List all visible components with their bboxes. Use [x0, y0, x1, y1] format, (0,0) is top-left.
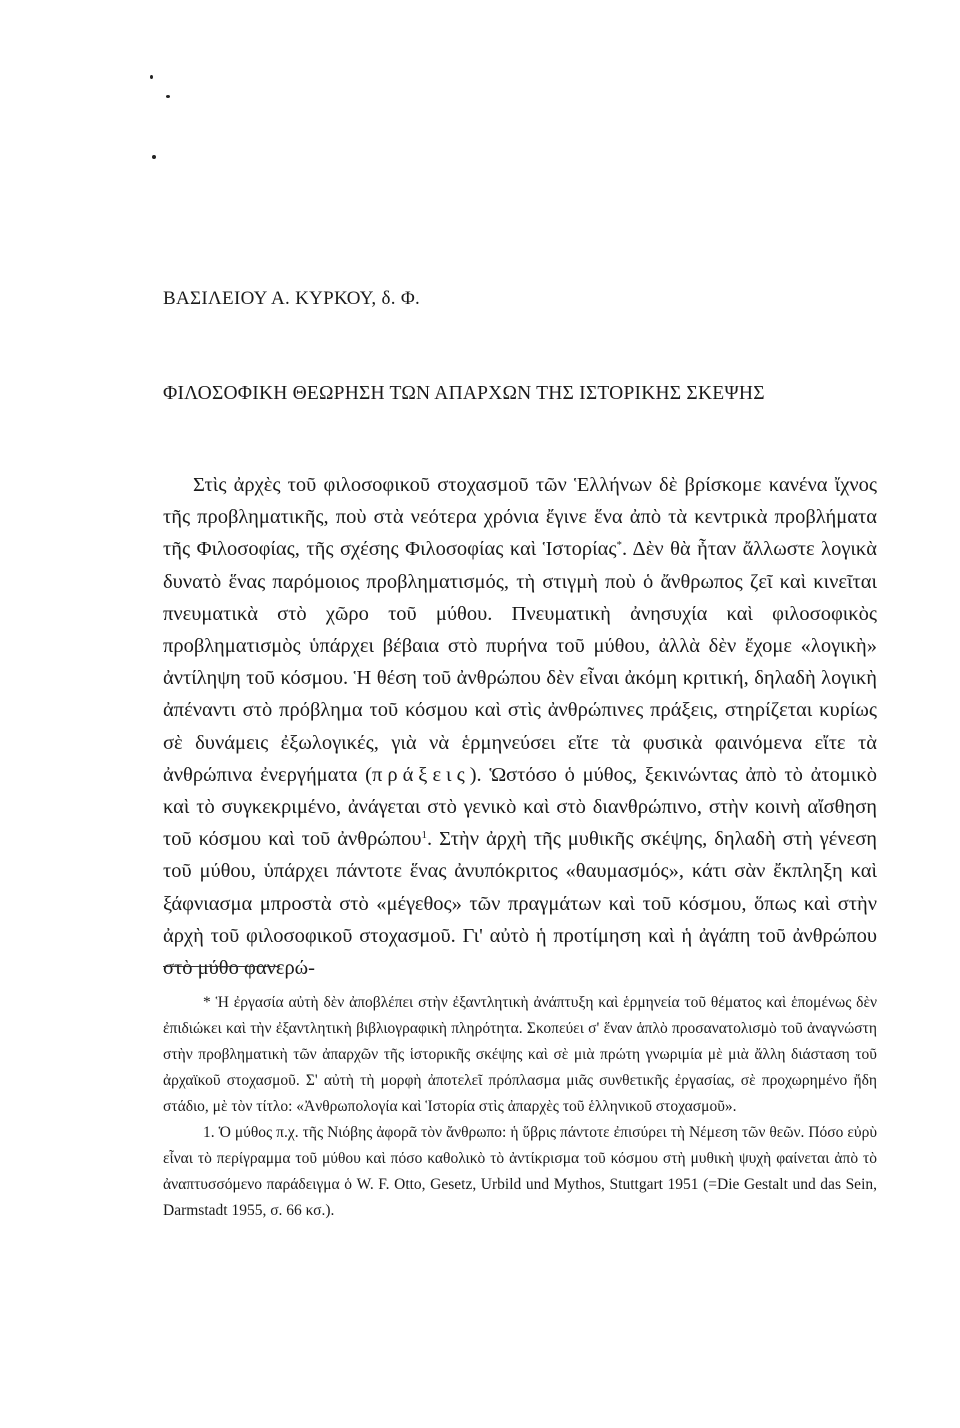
body-text-part-1: Στὶς ἀρχὲς τοῦ φιλοσοφικοῦ στοχασμοῦ τῶν Ἑλλήνων δὲ βρίσκομε κανένα ἴχνος τῆς προβληματικῆς, ποὺ στὰ νεότερα χρόνια ἔγινε ἕνα ἀπὸ τὰ κεντρικὰ προβλήματα τῆς Φιλοσοφίας, τῆς σχέσης Φιλοσοφίας καὶ Ἱστορίας: [163, 474, 877, 561]
scan-speck: [166, 95, 170, 98]
article-title: ΦΙΛΟΣΟΦΙΚΗ ΘΕΩΡΗΣΗ ΤΩΝ ΑΠΑΡΧΩΝ ΤΗΣ ΙΣΤΟΡΙΚΗΣ ΣΚΕΨΗΣ: [163, 383, 765, 404]
body-text-part-3: ). Ὡστόσο ὁ μύθος, ξεκινώντας ἀπὸ τὸ ἀτομικὸ καὶ τὸ συγκεκριμένο, ἀνάγεται στὸ γενικὸ καὶ στὸ διανθρώπινο, στὴν κοινὴ αἴσθηση τοῦ κόσμου καὶ τοῦ ἀνθρώπου: [163, 763, 877, 851]
body-paragraph: [163, 469, 877, 984]
scan-speck: [152, 155, 156, 159]
spaced-word: πράξεις: [371, 763, 470, 786]
body-text-part-2: . Δὲν θὰ ἦταν ἄλλωστε λογικὰ δυνατὸ ἕνας παρόμοιος προβληματισμός, τὴ στιγμὴ ποὺ ὁ ἄνθρωπος ζεῖ καὶ κινεῖται πνευματικὰ στὸ χῶρο τοῦ μύθου. Πνευματικὴ ἀνησυχία καὶ φιλοσοφικὸς προβληματισμὸς ὑπάρχει βέβαια στὸ πυρήνα τοῦ μύθου, ἀλλὰ δὲν ἔχομε «λογικὴ» ἀντίληψη τοῦ κόσμου. Ἡ θέση τοῦ ἀνθρώπου δὲν εἶναι ἀκόμη κριτική, δηλαδὴ λογικὴ ἀπέναντι στὸ πρόβλημα τοῦ κόσμου καὶ στὶς ἀνθρώπινες πράξεις, στηρίζεται κυρίως σὲ δυνάμεις ἐξωλογικές, γιὰ νὰ ἑρμηνεύσει εἴτε τὰ φυσικὰ φαινόμενα εἴτε τὰ ἀνθρώπινα ἐνεργήματα (: [163, 538, 877, 786]
footnotes: [163, 990, 877, 1224]
footnote-star-marker: *: [616, 539, 623, 552]
body-text-part-4: . Στὴν ἀρχὴ τῆς μυθικῆς σκέψης, δηλαδὴ στὴ γένεση τοῦ μύθου, ὑπάρχει πάντοτε ἕνας ἀνυπόκριτος «θαυμασμός», κάτι σὰν ἔκπληξη καὶ ξάφνιασμα μπροστὰ στὸ «μέγεθος» τῶν πραγμάτων καὶ τοῦ κόσμου, ὅπως καὶ στὴν ἀρχὴ τοῦ φιλοσοφικοῦ στοχασμοῦ. Γι' αὐτὸ ἡ προτίμηση καὶ ἡ ἀγάπη τοῦ ἀνθρώπου στὸ μύθο φανερώ-: [163, 828, 877, 980]
body-text: [163, 469, 877, 984]
author-line: ΒΑΣΙΛΕΙΟΥ Α. ΚΥΡΚΟΥ, δ. Φ.: [163, 288, 421, 309]
footnote-star: * Ἡ ἐργασία αὐτὴ δὲν ἀποβλέπει στὴν ἐξαντλητικὴ ἀνάπτυξη καὶ ἑρμηνεία τοῦ θέματος καὶ ἑπομένως δὲν ἐπιδιώκει καὶ τὴν ἐξαντλητικὴ βιβλιογραφικὴ πληρότητα. Σκοπεύει σ' ἕναν ἁπλὸ προσανατολισμὸ τοῦ ἀναγνώστη στὴν προβληματικὴ τῶν ἀπαρχῶν τῆς ἱστορικῆς σκέψης καὶ σὲ μιὰ πρώτη γνωριμία μὲ μιὰ ἄλλη διάσταση τοῦ ἀρχαϊκοῦ στοχασμοῦ. Σ' αὐτὴ τὴ μορφὴ ἀποτελεῖ πρόπλασμα μιᾶς συνθετικῆς ἐργασίας, σὲ προχωρημένο ἤδη στάδιο, μὲ τὸν τίτλο: «Ἀνθρωπολογία καὶ Ἱστορία στὶς ἀπαρχὲς τοῦ ἑλληνικοῦ στοχασμοῦ».: [163, 994, 877, 1115]
footnote-1: 1. Ὁ μύθος π.χ. τῆς Νιόβης ἀφορᾶ τὸν ἄνθρωπο: ἡ ὕβρις πάντοτε ἐπισύρει τὴ Νέμεση τῶν θεῶν. Πόσο εὐρὺ εἶναι τὸ περίγραμμα τοῦ μύθου καὶ πόσο καθολικὸ τὸ ἀντίκρισμα τοῦ κόσμου στὴ μυθικὴ ψυχὴ φαίνεται ἀπὸ τὸ ἀναπτυσσόμενο παράδειγμα ὁ W. F. Otto, Gesetz, Urbild und Mythos, Stuttgart 1951 (=Die Gestalt und das Sein, Darmstadt 1955, σ. 66 κσ.).: [163, 1124, 877, 1219]
scan-speck: [150, 75, 153, 79]
footnote-1-marker: 1: [421, 829, 428, 842]
footnote-divider: [163, 966, 280, 967]
